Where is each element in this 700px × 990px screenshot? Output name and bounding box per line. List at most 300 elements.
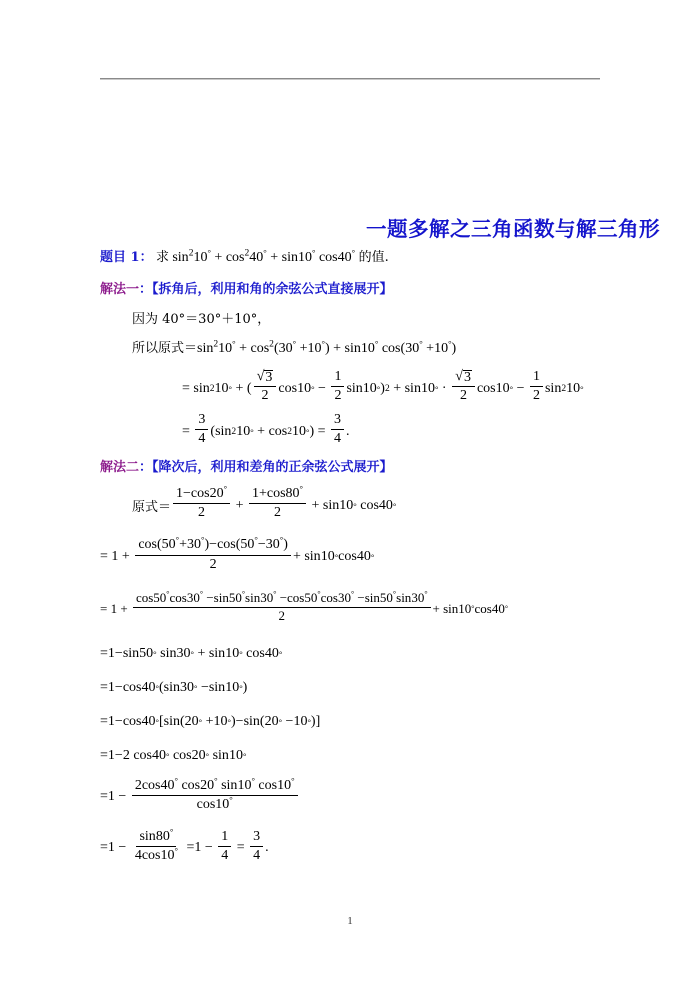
denominator-4: 4 (198, 431, 206, 447)
token-cos: cos (287, 589, 305, 605)
token-minus: − (118, 789, 127, 805)
token-plus: + (432, 601, 440, 617)
token-cos: cos (141, 777, 161, 793)
page-title: 一题多解之三角函数与解三角形 (366, 217, 660, 241)
token-minus: − (516, 380, 525, 396)
token-20: 20 (264, 713, 279, 729)
token-minus: − (118, 840, 127, 856)
token-rparen: ) (242, 679, 248, 695)
token-plus: + (121, 549, 130, 565)
token-1: 1 (107, 713, 115, 729)
fraction-sqrt3-over-2 (254, 369, 277, 404)
token-lparen: ( (235, 537, 241, 553)
token-30: 30 (278, 341, 293, 356)
token-10: 10 (237, 777, 252, 793)
sqrt-3 (257, 369, 274, 385)
problem-prompt-prefix: 求 (155, 250, 169, 265)
token-20: 20 (191, 747, 206, 763)
token-cos: cos (122, 713, 142, 729)
token-20: 20 (184, 713, 199, 729)
radicand-3: 3 (463, 369, 471, 385)
token-1: 1 (107, 840, 115, 856)
sqrt-3 (455, 369, 472, 385)
token-lparen: ( (246, 380, 252, 396)
token-equals: = (100, 789, 108, 805)
token-cos: cos (318, 250, 338, 265)
token-cos: cos (141, 847, 161, 863)
solution-2-heading (100, 457, 620, 478)
token-sin: sin (160, 645, 177, 661)
token-plus: + (235, 497, 244, 513)
token-degree: ° (223, 483, 228, 494)
solution-2-step-9 (100, 826, 620, 866)
solution-2-colon: ： (139, 460, 153, 476)
numerator-1: 1 (331, 369, 344, 387)
token-10: 10 (225, 679, 240, 695)
token-degree: ° (254, 534, 258, 545)
token-equals: = (100, 679, 108, 695)
denominator-2: 2 (273, 505, 281, 521)
token-plus: + (333, 341, 342, 356)
token-30: 30 (265, 537, 280, 553)
token-lparen: ( (400, 341, 406, 356)
token-sin: sin (213, 589, 229, 605)
solution-1-step-1-text: 因为 40°＝30°＋10°， (132, 312, 271, 327)
solution-2-step-4: = 1 − sin 50 ° sin 30 ° + sin 10 ° cos 40 ° (100, 645, 283, 661)
problem-suffix: 的值. (358, 250, 389, 265)
token-square: 2 (269, 339, 274, 350)
numerator-1: 1 (218, 829, 231, 847)
token-20: 20 (200, 777, 215, 793)
numerator-3: 3 (195, 412, 208, 430)
token-30: 30 (337, 589, 351, 605)
token-sin: sin (163, 713, 180, 729)
token-10: 10 (218, 341, 233, 356)
token-square: 2 (213, 339, 219, 350)
token-10: 10 (236, 423, 251, 439)
token-10: 10 (297, 380, 312, 396)
denominator-2: 2 (460, 388, 468, 403)
token-40: 40 (378, 497, 393, 513)
token-minus: − (183, 486, 191, 502)
token-cos: cos (122, 679, 142, 695)
fraction-1-over-4 (218, 829, 231, 864)
token-degree: ° (311, 247, 316, 258)
token-degree: ° (321, 338, 325, 349)
token-degree: ° (374, 338, 379, 349)
token-40: 40 (151, 747, 166, 763)
token-degree: ° (201, 534, 205, 545)
token-sin: sin (404, 380, 421, 396)
token-degree: ° (350, 589, 355, 599)
token-sin: sin (163, 679, 180, 695)
token-cos: cos (266, 486, 286, 502)
token-equals: = (100, 747, 108, 763)
token-sin: sin (197, 341, 214, 356)
token-10: 10 (495, 380, 510, 396)
token-degree: ° (273, 589, 277, 599)
token-degree: ° (317, 589, 321, 599)
solution-2-heading-text: 【降次后，利用和差角的正余弦公式展开】 (152, 460, 393, 476)
solution-1-heading-text: 【拆角后，利用和角的余弦公式直接展开】 (152, 282, 393, 297)
token-cos: cos (246, 645, 265, 661)
denominator-2: 2 (198, 505, 206, 521)
token-10: 10 (214, 380, 229, 396)
token-minus: − (285, 713, 294, 729)
token-minus: − (357, 589, 365, 605)
token-10: 10 (193, 250, 208, 265)
solution-2-step-3: = 1 + $\frac{\cos 50^\circ\cos 30^\circ -\sin 50^\circ\sin 30^\circ -\cos 50^\circ\cos 30^\circ -\sin 50^\circ\sin 30^\circ}{2}$ + sin 10 ° cos 40 ° (100, 589, 509, 623)
token-cos: cos (169, 589, 187, 605)
solution-2-step-1-prefix: 原式＝ (132, 500, 172, 516)
token-degree: ° (199, 589, 204, 599)
token-plus: + (197, 645, 206, 661)
token-minus: − (114, 747, 123, 763)
token-degree: ° (207, 247, 211, 258)
token-10: 10 (228, 747, 243, 763)
token-lparen: ( (158, 679, 164, 695)
token-plus: + (214, 250, 223, 265)
solution-2-step-7: = 1 − 2 cos 40 ° cos 20 ° sin 10 ° (100, 747, 247, 763)
solution-1-colon: ： (139, 282, 153, 297)
token-1: 1 (176, 486, 184, 502)
token-40: 40 (141, 679, 156, 695)
fraction-sqrt3-over-2 (452, 369, 475, 404)
token-degree: ° (448, 338, 452, 349)
token-30: 30 (411, 589, 425, 605)
token-cos: cos (381, 341, 401, 356)
token-cos: cos (133, 747, 152, 763)
token-10: 10 (297, 250, 312, 265)
token-degree: ° (424, 589, 428, 599)
token-degree: ° (174, 774, 178, 785)
token-sin: sin (208, 679, 226, 695)
token-equals: = (236, 840, 245, 856)
token-10: 10 (420, 380, 435, 396)
token-10: 10 (566, 380, 581, 396)
token-40: 40 (141, 713, 156, 729)
token-cos: cos (320, 589, 338, 605)
token-50: 50 (228, 589, 242, 605)
token-plus: + (299, 341, 308, 356)
token-sin: sin (346, 380, 363, 396)
token-degree: ° (279, 534, 284, 545)
token-equals: = (182, 380, 190, 396)
token-minus: − (257, 537, 266, 553)
denominator-2: 2 (532, 388, 540, 403)
token-50: 50 (139, 645, 154, 661)
token-sin: sin (396, 589, 412, 605)
token-30: 30 (187, 537, 202, 553)
problem-label: 题目 1： (100, 250, 153, 265)
token-30: 30 (405, 341, 420, 356)
token-sin: sin (544, 380, 562, 396)
token-10: 10 (215, 796, 230, 812)
token-1: 1 (107, 645, 115, 661)
token-lparen: ( (179, 713, 185, 729)
token-equals: = (100, 713, 108, 729)
token-equals: = (317, 423, 326, 439)
token-10: 10 (362, 380, 377, 396)
token-degree: ° (175, 534, 180, 545)
token-1: 1 (194, 840, 202, 856)
token-cos: cos (258, 777, 278, 793)
token-rparen: ) (204, 537, 210, 553)
token-40: 40 (264, 645, 279, 661)
problem-statement (100, 246, 620, 269)
token-degree: ° (263, 247, 267, 258)
token-20: 20 (209, 486, 224, 502)
token-sin: sin (221, 777, 238, 793)
radical-sign: √ (455, 367, 463, 384)
token-minus: − (204, 840, 213, 856)
token-plus: + (426, 341, 435, 356)
token-sin: sin (122, 645, 140, 661)
token-minus: − (114, 645, 123, 661)
token-sin: sin (443, 601, 459, 617)
token-cos: cos (476, 380, 496, 396)
token-50: 50 (240, 537, 255, 553)
token-30: 30 (179, 679, 194, 695)
fraction-1-plus-cos80-over-2 (249, 483, 306, 521)
token-minus: − (235, 713, 244, 729)
token-cdot: · (441, 380, 447, 396)
token-lparen: ( (259, 713, 265, 729)
token-sin: sin (304, 549, 321, 565)
token-cos: cos (225, 250, 245, 265)
token-rparen: ) (309, 423, 315, 439)
token-sin: sin (193, 380, 210, 396)
token-lparen: ( (156, 537, 162, 553)
token-period: . (265, 840, 269, 856)
token-sin: sin (208, 645, 226, 661)
token-plus: + (258, 486, 267, 502)
token-degree: ° (299, 483, 304, 494)
token-cos: cos (138, 537, 157, 553)
denominator-4: 4 (334, 431, 342, 447)
fraction-3-over-4 (195, 412, 208, 447)
token-10: 10 (339, 497, 354, 513)
token-1: 1 (251, 486, 259, 502)
token-plus: + (205, 713, 214, 729)
token-40: 40 (249, 250, 264, 265)
token-rparen: ) (310, 713, 316, 729)
token-cos: cos (196, 796, 216, 812)
token-10: 10 (225, 645, 240, 661)
token-minus: − (279, 589, 288, 605)
solution-2-step-2: = 1 + $\frac{\cos(50^\circ+30^\circ)-\cos(50^\circ-30^\circ)}{2}$ + sin 10 ° cos 40 ° (100, 534, 375, 572)
radicand-3: 3 (265, 369, 273, 385)
token-minus: − (206, 589, 214, 605)
token-rparen: ) (283, 537, 288, 553)
token-50: 50 (379, 589, 393, 605)
token-sin: sin (139, 828, 156, 844)
token-sin: sin (364, 589, 380, 605)
denominator-2: 2 (334, 388, 342, 403)
token-sin: sin (215, 423, 232, 439)
token-minus: − (209, 537, 218, 553)
token-degree: ° (232, 338, 236, 349)
token-sin: sin (344, 341, 361, 356)
token-degree: ° (292, 338, 297, 349)
token-cos: cos (278, 380, 298, 396)
token-minus: − (114, 713, 123, 729)
token-degree: ° (241, 589, 246, 599)
token-10: 10 (277, 777, 292, 793)
token-plus: + (239, 341, 247, 356)
token-minus: − (200, 679, 209, 695)
token-50: 50 (153, 589, 167, 605)
token-degree: ° (291, 774, 295, 785)
denominator-2: 2 (209, 556, 217, 572)
numerator-1: 1 (530, 369, 543, 387)
token-cos: cos (338, 549, 357, 565)
token-sin: sin (322, 497, 340, 513)
token-degree: ° (419, 338, 423, 349)
token-cos: cos (217, 537, 236, 553)
token-sin: sin (245, 589, 261, 605)
token-equals: = (186, 840, 195, 856)
token-30: 30 (176, 645, 191, 661)
token-1: 1 (107, 747, 115, 763)
token-10: 10 (434, 341, 449, 356)
token-cos: cos (474, 601, 492, 617)
token-minus: − (318, 380, 326, 396)
token-rparen: ) (230, 713, 236, 729)
token-cos: cos (360, 497, 379, 513)
solution-2-step-8 (100, 774, 620, 815)
token-degree: ° (174, 845, 178, 856)
solution-2-label: 解法二 (100, 460, 140, 476)
token-plus: + (311, 497, 320, 513)
token-30: 30 (186, 589, 200, 605)
token-2: 2 (122, 747, 130, 763)
token-10: 10 (307, 341, 322, 356)
fraction-1-minus-cos20-over-2 (173, 483, 230, 521)
token-80: 80 (155, 828, 170, 844)
solution-1-step-2-prefix: 所以原式＝ (132, 341, 198, 356)
token-rparen: ) (451, 341, 457, 356)
token-degree: ° (169, 826, 174, 837)
token-40: 40 (337, 250, 352, 265)
token-degree: ° (229, 793, 233, 804)
document-body (100, 246, 620, 866)
token-cos: cos (135, 589, 154, 605)
token-30: 30 (260, 589, 274, 605)
token-lparen: ( (273, 341, 279, 356)
token-1: 1 (111, 549, 119, 565)
token-10: 10 (458, 601, 472, 617)
solution-1-step-2 (100, 337, 620, 357)
token-equals: = (100, 601, 108, 617)
token-rparen: ) (324, 341, 330, 356)
solution-1-step-2-math (197, 338, 457, 356)
solution-1-step-1 (100, 308, 620, 328)
solution-1-heading (100, 279, 620, 300)
fraction-3-over-4 (250, 829, 263, 864)
token-equals: = (100, 645, 108, 661)
token-rbrack: ] (315, 713, 321, 729)
token-plus: + (393, 380, 402, 396)
token-rparen: ) (380, 380, 385, 396)
fraction-expanded-over-2 (133, 591, 431, 624)
denominator-2: 2 (278, 607, 285, 623)
token-10: 10 (293, 713, 308, 729)
token-square: 2 (244, 248, 250, 259)
solution-1-label: 解法一 (100, 282, 140, 297)
token-equals: = (182, 423, 190, 439)
token-degree: ° (351, 247, 356, 258)
token-sin: sin (243, 713, 260, 729)
token-equals: = (100, 840, 108, 856)
token-minus: − (114, 679, 123, 695)
solution-1-step-4: = $\frac{3}{4}$ ( sin 2 10 ° + cos 2 10 ° ) = $\frac{3}{4}$ . (182, 412, 350, 447)
fraction-product-over-cos10 (132, 774, 298, 813)
token-cos: cos (268, 423, 288, 439)
token-sin: sin (212, 747, 229, 763)
token-plus: + (120, 601, 128, 617)
token-2: 2 (134, 777, 142, 793)
token-10: 10 (320, 549, 335, 565)
token-plus: + (235, 380, 244, 396)
token-cos: cos (172, 747, 192, 763)
token-80: 80 (285, 486, 300, 502)
solution-1-step-3: = sin 2 10 ° + ( √ 3 2 cos 10 ° − $\frac{1}{2}$ sin 10 ° ) 2 + sin 10 ° · √ 3 2 cos 10 ° − $\frac{1}{2}$ sin 2 10 ° (182, 367, 584, 403)
denominator-4: 4 (221, 847, 229, 863)
token-10: 10 (292, 423, 306, 439)
token-plus: + (179, 537, 188, 553)
problem-expression (172, 247, 358, 265)
token-square: 2 (188, 248, 194, 259)
token-10: 10 (360, 341, 375, 356)
solution-2-step-6: = 1 − cos 40 ° [ sin ( 20 ° + 10 ° ) − sin ( 20 ° − 10 ° ) ] (100, 713, 321, 729)
token-10: 10 (160, 847, 175, 863)
denominator-2: 2 (261, 388, 269, 403)
token-degree: ° (214, 774, 218, 785)
token-equals: = (100, 549, 108, 565)
token-10: 10 (213, 713, 228, 729)
token-1: 1 (107, 789, 115, 805)
token-period: . (346, 423, 350, 439)
fraction-sin80-over-4cos10 (132, 826, 181, 864)
token-plus: + (292, 549, 301, 565)
token-degree: ° (166, 589, 170, 599)
denominator-4: 4 (253, 847, 261, 863)
token-1: 1 (107, 679, 115, 695)
radical-sign: √ (256, 367, 265, 384)
solution-2-step-1: 原式＝ $\frac{1-\cos 20^\circ}{2}$ + $\frac{1+\cos 80^\circ}{2}$ + sin 10 ° cos 40 ° (132, 483, 397, 521)
token-cos: cos (181, 777, 201, 793)
header-divider (100, 78, 600, 80)
token-sin: sin (172, 250, 189, 265)
token-40: 40 (356, 549, 371, 565)
solution-2-step-5: = 1 − cos 40 ° ( sin 30 ° − sin 10 ° ) (100, 679, 248, 695)
token-cos: cos (190, 486, 210, 502)
token-40: 40 (160, 777, 175, 793)
fraction-1-over-2 (530, 369, 543, 404)
fraction-1-over-2 (331, 369, 344, 404)
token-4: 4 (134, 847, 142, 863)
token-sin: sin (281, 250, 298, 265)
token-40: 40 (491, 601, 505, 617)
token-plus: + (257, 423, 266, 439)
fraction-cos-sum-diff-over-2 (135, 534, 291, 572)
token-50: 50 (304, 589, 318, 605)
token-degree: ° (251, 774, 255, 785)
token-cos: cos (250, 341, 270, 356)
page-number: 1 (347, 915, 353, 927)
token-degree: ° (392, 589, 397, 599)
